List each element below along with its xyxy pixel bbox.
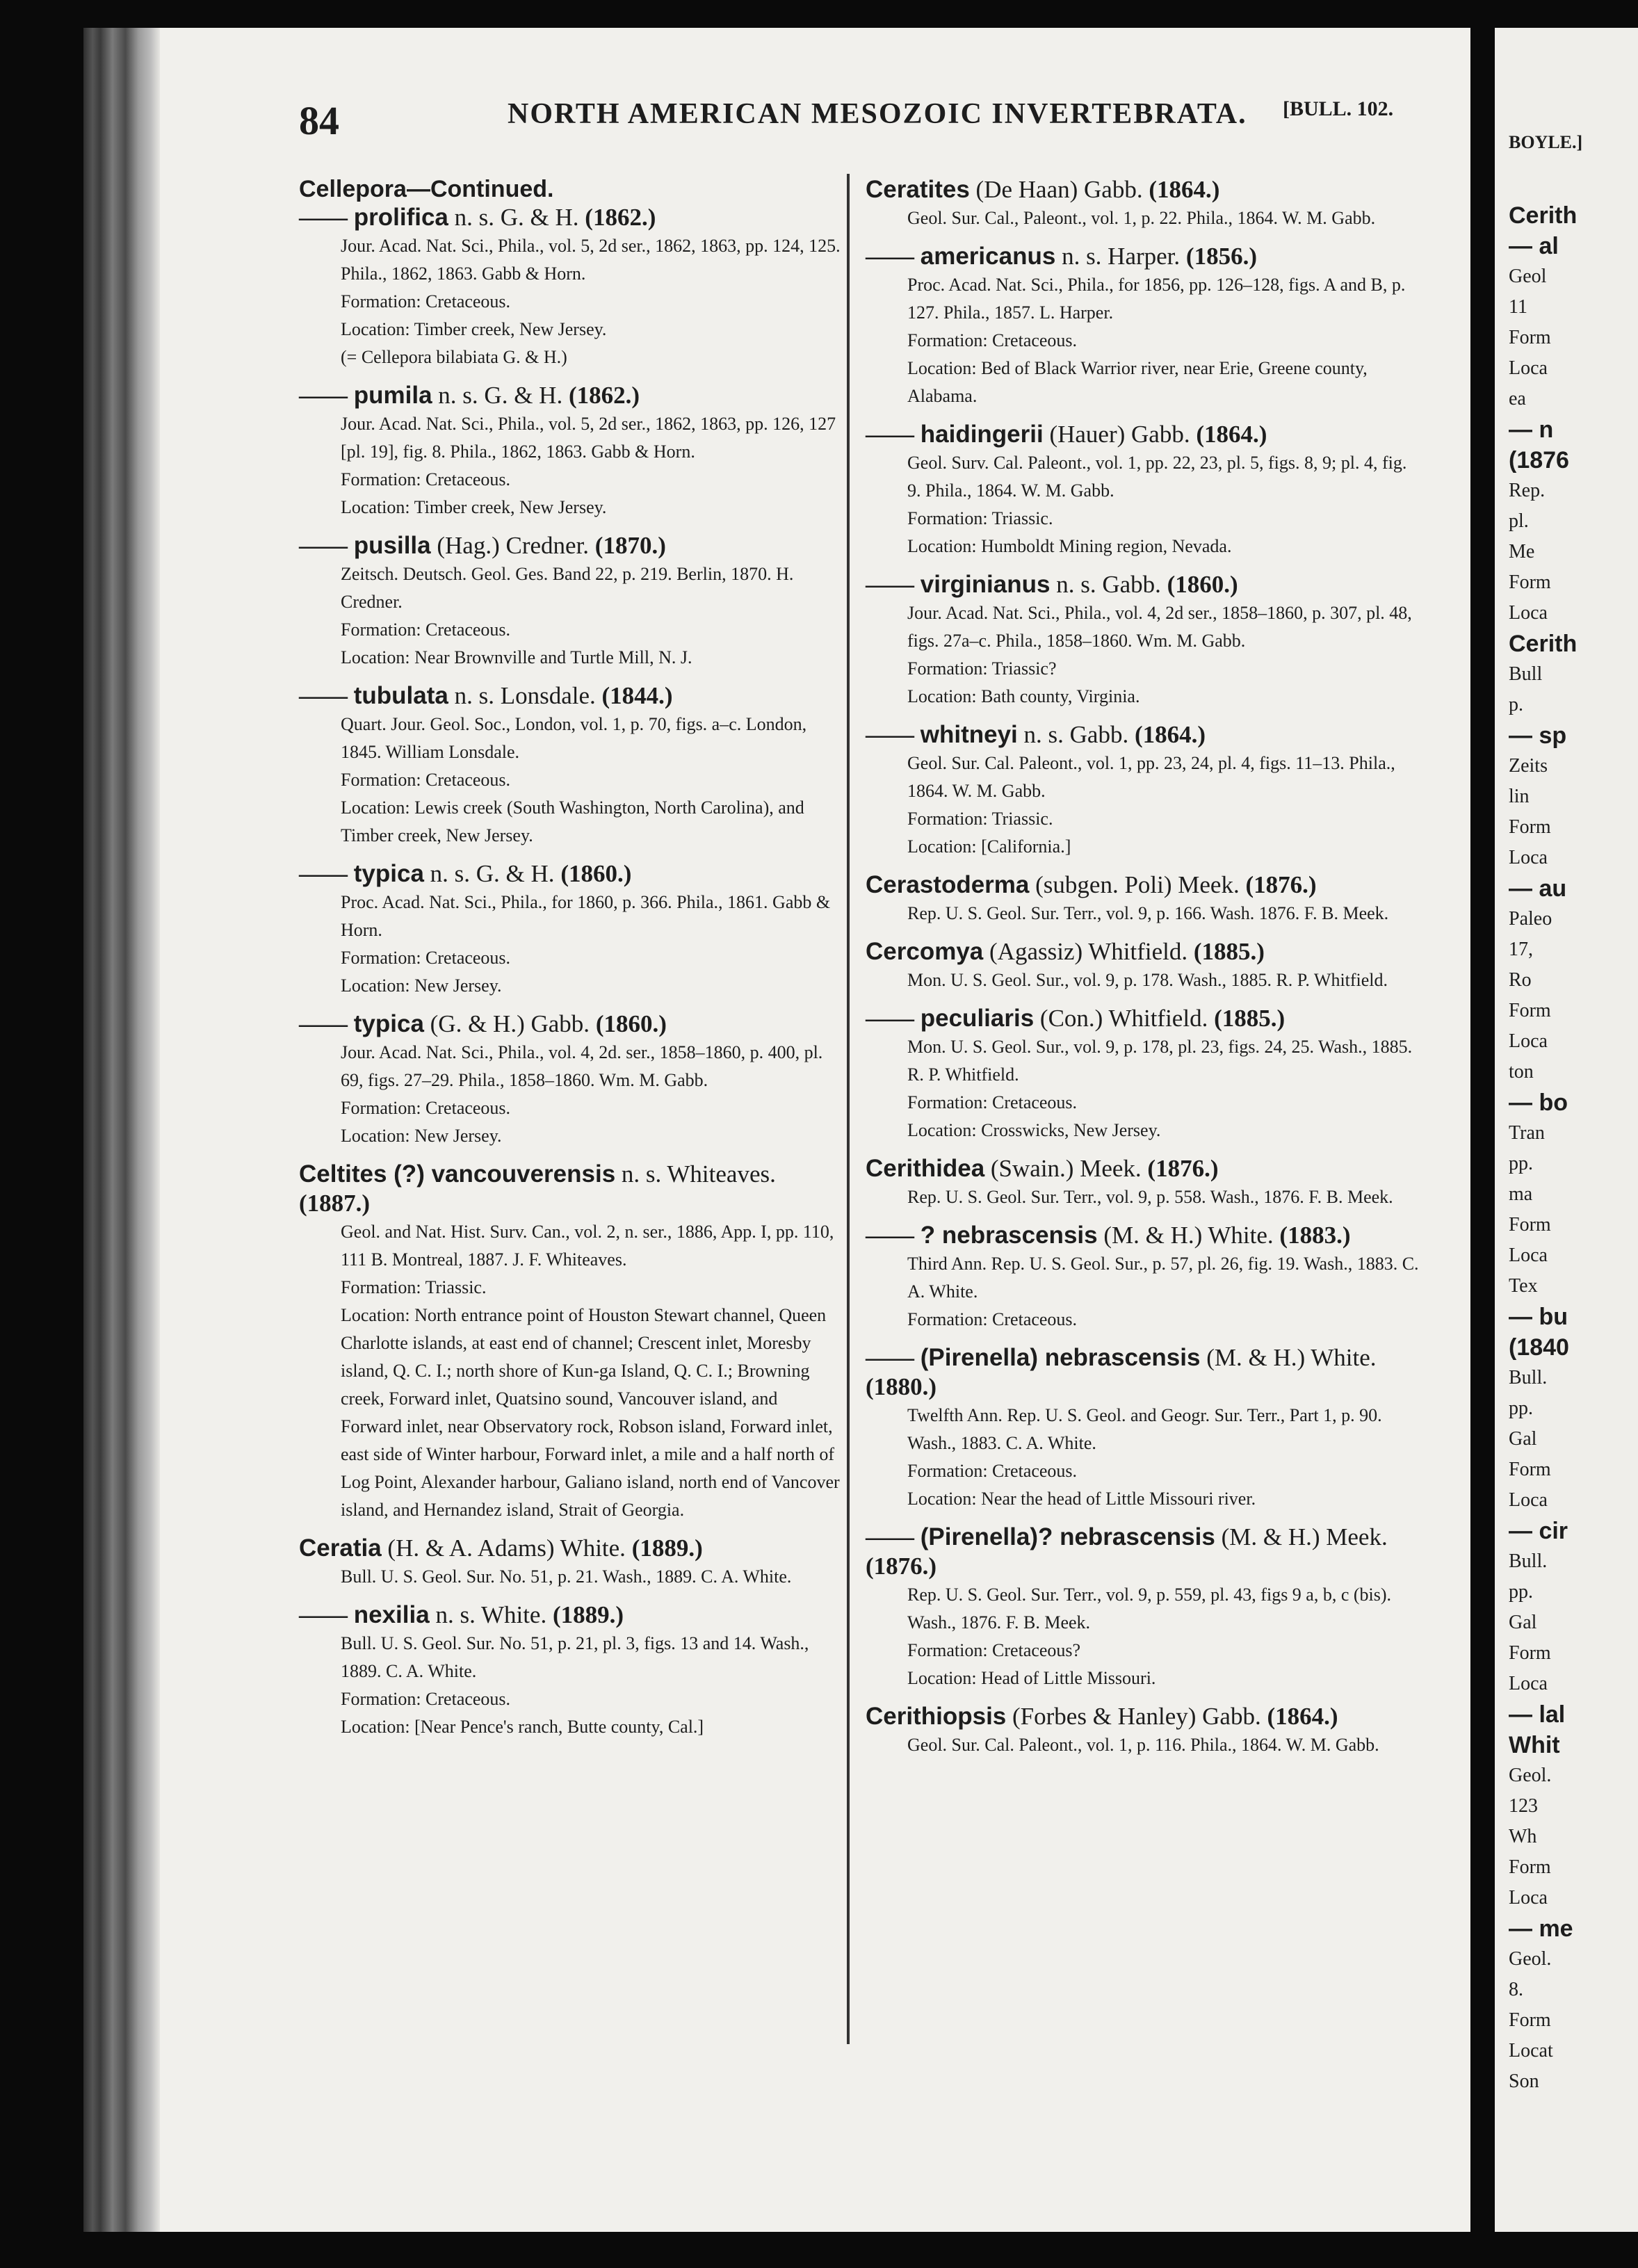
entry-year: (1862.) bbox=[585, 204, 656, 231]
facing-page-line: Loca bbox=[1509, 1030, 1548, 1052]
catalog-entry bbox=[866, 1154, 1422, 1211]
entry-body bbox=[907, 204, 1422, 232]
entry-line: Formation: Cretaceous. bbox=[341, 619, 511, 640]
facing-page-line: Son bbox=[1509, 2071, 1539, 2092]
facing-page-line: Loca bbox=[1509, 1673, 1548, 1694]
catalog-entry bbox=[866, 1343, 1422, 1513]
species-name: typica bbox=[353, 1010, 424, 1037]
facing-page-line: Wh bbox=[1509, 1826, 1537, 1847]
facing-page-line: Loca bbox=[1509, 357, 1548, 379]
entry-line: Location: Humboldt Mining region, Nevada. bbox=[907, 536, 1232, 556]
entry-line: Mon. U. S. Geol. Sur., vol. 9, p. 178, pl. 23, figs. 24, 25. Wash., 1885. R. P. Whitfield. bbox=[907, 1037, 1413, 1085]
facing-page-line: Bull. bbox=[1509, 1367, 1548, 1388]
facing-page-line: — bu bbox=[1509, 1304, 1568, 1330]
entry-year: (1876.) bbox=[1245, 871, 1317, 898]
entry-author: (M. & H.) White. bbox=[1206, 1344, 1377, 1371]
facing-page-line: pl. bbox=[1509, 510, 1529, 532]
facing-page-line: Gal bbox=[1509, 1428, 1537, 1450]
entry-line: Third Ann. Rep. U. S. Geol. Sur., p. 57, pl. 26, fig. 19. Wash., 1883. C. A. White. bbox=[907, 1254, 1419, 1302]
facing-page-line: Rep. bbox=[1509, 480, 1546, 501]
entry-author: n. s. Lonsdale. bbox=[454, 682, 596, 709]
catalog-entry bbox=[866, 1523, 1422, 1692]
entry-line: Jour. Acad. Nat. Sci., Phila., vol. 5, 2d ser., 1862, 1863, pp. 124, 125. Phila., 1862, 1863. Gabb & Horn. bbox=[341, 236, 841, 284]
entry-line: Geol. Sur. Cal. Paleont., vol. 1, p. 116. Phila., 1864. W. M. Gabb. bbox=[907, 1735, 1379, 1755]
facing-page-line: — al bbox=[1509, 233, 1559, 259]
species-name: typica bbox=[353, 860, 424, 887]
entry-author: (Forbes & Hanley) Gabb. bbox=[1012, 1703, 1261, 1730]
entry-body bbox=[341, 711, 841, 850]
facing-page-line: Whit bbox=[1509, 1732, 1560, 1758]
species-name: Cerithidea bbox=[866, 1155, 985, 1182]
facing-page-line: (1876 bbox=[1509, 447, 1569, 473]
entry-author: n. s. Harper. bbox=[1062, 243, 1181, 270]
entry-line: Geol. Sur. Cal. Paleont., vol. 1, pp. 23, 24, pl. 4, figs. 11–13. Phila., 1864. W. M. Gabb. bbox=[907, 753, 1395, 801]
entry-title bbox=[866, 720, 1422, 750]
facing-page-line: — lal bbox=[1509, 1701, 1566, 1728]
entry-year: (1889.) bbox=[552, 1601, 624, 1628]
facing-page-line: — au bbox=[1509, 875, 1567, 902]
entry-body bbox=[907, 1250, 1422, 1334]
entry-year: (1885.) bbox=[1193, 938, 1265, 965]
entry-author: n. s. G. & H. bbox=[430, 860, 555, 887]
entry-year: (1862.) bbox=[568, 382, 640, 409]
catalog-entry bbox=[866, 720, 1422, 861]
entry-body bbox=[341, 1218, 841, 1524]
column-divider bbox=[847, 174, 850, 2044]
facing-page-line: ma bbox=[1509, 1183, 1533, 1205]
entry-body bbox=[341, 1039, 841, 1150]
entry-author: (De Haan) Gabb. bbox=[975, 176, 1143, 203]
entry-line: Jour. Acad. Nat. Sci., Phila., vol. 4, 2d ser., 1858–1860, p. 307, pl. 48, figs. 27a–c. Phila., 1858–1860. Wm. M. Gabb. bbox=[907, 603, 1412, 651]
facing-page-line: — cir bbox=[1509, 1518, 1568, 1544]
catalog-entry bbox=[866, 570, 1422, 711]
catalog-entry bbox=[299, 381, 841, 521]
entry-body bbox=[907, 599, 1422, 711]
right-column bbox=[866, 175, 1422, 1769]
species-name: virginianus bbox=[920, 571, 1051, 598]
catalog-entry bbox=[299, 1601, 841, 1741]
facing-page-line: Loca bbox=[1509, 602, 1548, 624]
facing-page-line: Form bbox=[1509, 1642, 1551, 1664]
entry-year: (1889.) bbox=[631, 1534, 703, 1562]
entry-author: (Agassiz) Whitfield. bbox=[989, 938, 1188, 965]
facing-page-line: ton bbox=[1509, 1061, 1534, 1083]
facing-page-line: pp. bbox=[1509, 1398, 1533, 1419]
left-entry-list bbox=[299, 203, 841, 1741]
species-name: americanus bbox=[920, 243, 1056, 270]
entry-title bbox=[866, 420, 1422, 449]
facing-page-line: Bull bbox=[1509, 663, 1543, 685]
facing-page-line: Form bbox=[1509, 1856, 1551, 1878]
entry-year: (1885.) bbox=[1214, 1005, 1286, 1032]
species-name: ? nebrascensis bbox=[920, 1222, 1098, 1249]
entry-line: Location: Crosswicks, New Jersey. bbox=[907, 1120, 1161, 1140]
facing-page-line: 123 bbox=[1509, 1795, 1538, 1817]
entry-author: (Hag.) Credner. bbox=[437, 532, 590, 559]
entry-body bbox=[341, 560, 841, 672]
entry-title bbox=[299, 859, 841, 889]
species-name: Ceratia bbox=[299, 1534, 382, 1562]
species-name: tubulata bbox=[353, 682, 448, 709]
entry-title bbox=[299, 203, 841, 232]
catalog-entry bbox=[299, 1534, 841, 1591]
facing-page-line: Form bbox=[1509, 1459, 1551, 1480]
entry-year: (1864.) bbox=[1196, 421, 1267, 448]
entry-year: (1880.) bbox=[866, 1373, 937, 1400]
catalog-entry bbox=[299, 1160, 841, 1524]
facing-page-line: Form bbox=[1509, 1000, 1551, 1021]
entry-line: Rep. U. S. Geol. Sur. Terr., vol. 9, p. 166. Wash. 1876. F. B. Meek. bbox=[907, 903, 1389, 923]
entry-title bbox=[866, 1343, 1422, 1402]
entry-dash: —— bbox=[299, 1010, 348, 1037]
facing-page-line: Loca bbox=[1509, 1887, 1548, 1909]
facing-page-line: Ro bbox=[1509, 969, 1532, 991]
book-gutter bbox=[83, 28, 160, 2232]
entry-dash: —— bbox=[299, 682, 348, 709]
entry-year: (1870.) bbox=[594, 532, 666, 559]
entry-line: Formation: Cretaceous. bbox=[341, 770, 511, 790]
entry-line: Formation: Cretaceous. bbox=[907, 1092, 1078, 1112]
facing-page-line: — bo bbox=[1509, 1090, 1568, 1116]
entry-line: Formation: Cretaceous. bbox=[907, 1309, 1078, 1329]
entry-line: Formation: Triassic? bbox=[907, 658, 1057, 679]
catalog-entry bbox=[866, 1702, 1422, 1759]
facing-page-line: 8. bbox=[1509, 1979, 1523, 2000]
entry-dash: —— bbox=[866, 421, 914, 448]
facing-page-line: Geol. bbox=[1509, 1948, 1552, 1970]
facing-page-line: pp. bbox=[1509, 1153, 1533, 1174]
entry-line: Formation: Cretaceous. bbox=[341, 948, 511, 968]
entry-author: (H. & A. Adams) White. bbox=[387, 1534, 626, 1562]
entry-body bbox=[907, 750, 1422, 861]
entry-line: Location: Near Brownville and Turtle Mill, N. J. bbox=[341, 647, 692, 667]
entry-dash: —— bbox=[299, 1601, 348, 1628]
entry-author: (Con.) Whitfield. bbox=[1039, 1005, 1208, 1032]
entry-dash: —— bbox=[299, 860, 348, 887]
species-name: pumila bbox=[353, 382, 432, 409]
species-name: peculiaris bbox=[920, 1005, 1035, 1032]
entry-title bbox=[866, 1523, 1422, 1581]
entry-author: n. s. G. & H. bbox=[454, 204, 579, 231]
entry-line: Jour. Acad. Nat. Sci., Phila., vol. 4, 2d. ser., 1858–1860, p. 400, pl. 69, figs. 27–29. Phila., 1858–1860. Wm. M. Gabb. bbox=[341, 1042, 823, 1090]
facing-page-fragment bbox=[1495, 28, 1638, 2232]
facing-page-line: Form bbox=[1509, 1214, 1551, 1236]
entry-line: Formation: Cretaceous. bbox=[341, 291, 511, 311]
catalog-entry bbox=[866, 242, 1422, 410]
entry-author: n. s. G. & H. bbox=[438, 382, 563, 409]
facing-page-line: Cerith bbox=[1509, 202, 1578, 229]
entry-year: (1856.) bbox=[1185, 243, 1257, 270]
catalog-entry bbox=[299, 1010, 841, 1150]
entry-title bbox=[866, 1154, 1422, 1183]
entry-year: (1860.) bbox=[595, 1010, 667, 1037]
species-name: (Pirenella)? nebrascensis bbox=[920, 1523, 1215, 1550]
entry-title bbox=[299, 1010, 841, 1039]
entry-line: Jour. Acad. Nat. Sci., Phila., vol. 5, 2d ser., 1862, 1863, pp. 126, 127 [pl. 19], fig. 8. Phila., 1862, 1863. Gabb & Horn. bbox=[341, 414, 836, 462]
entry-year: (1860.) bbox=[560, 860, 632, 887]
entry-body bbox=[907, 1183, 1422, 1211]
entry-line: Location: Head of Little Missouri. bbox=[907, 1668, 1156, 1688]
entry-body bbox=[907, 966, 1422, 994]
entry-line: Formation: Triassic. bbox=[907, 809, 1053, 829]
entry-line: Formation: Triassic. bbox=[341, 1277, 487, 1297]
facing-page-line: ea bbox=[1509, 388, 1526, 410]
facing-page-line: Loca bbox=[1509, 1245, 1548, 1266]
species-name: Cerithiopsis bbox=[866, 1703, 1007, 1730]
catalog-entry bbox=[866, 1004, 1422, 1144]
entry-line: Location: Bath county, Virginia. bbox=[907, 686, 1140, 706]
entry-line: Bull. U. S. Geol. Sur. No. 51, p. 21. Wash., 1889. C. A. White. bbox=[341, 1566, 792, 1587]
facing-page-line: Gal bbox=[1509, 1612, 1537, 1633]
entry-line: Geol. and Nat. Hist. Surv. Can., vol. 2, n. ser., 1886, App. I, pp. 110, 111 B. Montreal, 1887. J. F. Whiteaves. bbox=[341, 1222, 834, 1270]
entry-dash: —— bbox=[299, 532, 348, 559]
facing-page-line: Bull. bbox=[1509, 1550, 1548, 1572]
entry-line: Rep. U. S. Geol. Sur. Terr., vol. 9, p. 559, pl. 43, figs 9 a, b, c (bis). Wash., 1876. F. B. Meek. bbox=[907, 1585, 1392, 1633]
entry-title bbox=[299, 531, 841, 560]
left-column bbox=[299, 175, 841, 1751]
facing-page-line: p. bbox=[1509, 694, 1523, 715]
facing-page-line: 17, bbox=[1509, 939, 1533, 960]
entry-title bbox=[866, 937, 1422, 966]
facing-page-line: — sp bbox=[1509, 722, 1567, 749]
entry-author: (subgen. Poli) Meek. bbox=[1035, 871, 1240, 898]
entry-author: (Swain.) Meek. bbox=[990, 1155, 1142, 1182]
entry-title bbox=[299, 1601, 841, 1630]
entry-body bbox=[341, 1563, 841, 1591]
catalog-entry bbox=[866, 1221, 1422, 1334]
entry-author: n. s. White. bbox=[435, 1601, 547, 1628]
entry-line: Bull. U. S. Geol. Sur. No. 51, p. 21, pl. 3, figs. 13 and 14. Wash., 1889. C. A. White. bbox=[341, 1633, 809, 1681]
species-name: nexilia bbox=[353, 1601, 430, 1628]
entry-body bbox=[907, 900, 1422, 928]
species-name: prolifica bbox=[353, 204, 448, 231]
catalog-entry bbox=[866, 175, 1422, 232]
entry-line: Geol. Surv. Cal. Paleont., vol. 1, pp. 22, 23, pl. 5, figs. 8, 9; pl. 4, fig. 9. Phila., 1864. W. M. Gabb. bbox=[907, 453, 1407, 501]
entry-year: (1883.) bbox=[1279, 1222, 1351, 1249]
entry-dash: —— bbox=[866, 243, 914, 270]
entry-line: Location: New Jersey. bbox=[341, 975, 502, 996]
facing-page-line: Paleo bbox=[1509, 908, 1552, 930]
facing-page-line: Form bbox=[1509, 327, 1551, 348]
facing-page-line: Tran bbox=[1509, 1122, 1545, 1144]
species-name: Cercomya bbox=[866, 938, 984, 965]
facing-page-line: Loca bbox=[1509, 847, 1548, 868]
facing-page-line: (1840 bbox=[1509, 1334, 1569, 1361]
entry-title bbox=[866, 175, 1422, 204]
entry-title bbox=[299, 681, 841, 711]
entry-body bbox=[341, 1630, 841, 1741]
page-number: 84 bbox=[299, 98, 339, 143]
entry-dash: —— bbox=[866, 1005, 914, 1032]
entry-title bbox=[866, 242, 1422, 271]
entry-line: Zeitsch. Deutsch. Geol. Ges. Band 22, p. 219. Berlin, 1870. H. Credner. bbox=[341, 564, 794, 612]
facing-page-line: Locat bbox=[1509, 2040, 1553, 2062]
entry-line: (= Cellepora bilabiata G. & H.) bbox=[341, 347, 567, 367]
entry-title bbox=[866, 870, 1422, 900]
entry-line: Location: New Jersey. bbox=[341, 1126, 502, 1146]
entry-dash: —— bbox=[866, 1523, 914, 1550]
entry-title bbox=[299, 1534, 841, 1563]
right-entry-list bbox=[866, 175, 1422, 1759]
catalog-entry bbox=[299, 203, 841, 371]
entry-dash: —— bbox=[866, 721, 914, 748]
entry-year: (1844.) bbox=[601, 682, 673, 709]
species-name: Cerastoderma bbox=[866, 871, 1030, 898]
facing-page-line: Tex bbox=[1509, 1275, 1538, 1297]
running-title: NORTH AMERICAN MESOZOIC INVERTEBRATA. bbox=[508, 98, 1247, 130]
facing-page-line: Form bbox=[1509, 816, 1551, 838]
species-name: pusilla bbox=[353, 532, 431, 559]
entry-author: n. s. Whiteaves. bbox=[621, 1160, 776, 1188]
entry-line: Formation: Cretaceous. bbox=[907, 330, 1078, 350]
entry-title bbox=[299, 1160, 841, 1218]
entry-body bbox=[907, 1033, 1422, 1144]
entry-body bbox=[907, 1731, 1422, 1759]
entry-line: Location: Near the head of Little Missouri river. bbox=[907, 1489, 1256, 1509]
entry-dash: —— bbox=[299, 382, 348, 409]
entry-title bbox=[299, 381, 841, 410]
entry-title bbox=[866, 1221, 1422, 1250]
entry-author: n. s. Gabb. bbox=[1056, 571, 1161, 598]
entry-line: Formation: Cretaceous? bbox=[907, 1640, 1081, 1660]
entry-line: Location: [Near Pence's ranch, Butte county, Cal.] bbox=[341, 1717, 704, 1737]
entry-dash: —— bbox=[299, 204, 348, 231]
entry-line: Formation: Cretaceous. bbox=[341, 1098, 511, 1118]
entry-line: Mon. U. S. Geol. Sur., vol. 9, p. 178. Wash., 1885. R. P. Whitfield. bbox=[907, 970, 1388, 990]
entry-body bbox=[341, 889, 841, 1000]
entry-body bbox=[907, 449, 1422, 560]
entry-title bbox=[866, 570, 1422, 599]
catalog-entry bbox=[299, 531, 841, 672]
genus-continued-heading: Cellepora—Continued. bbox=[299, 176, 554, 202]
entry-line: Location: Timber creek, New Jersey. bbox=[341, 497, 607, 517]
facing-page-line: Form bbox=[1509, 572, 1551, 593]
entry-line: Location: North entrance point of Houston Stewart channel, Queen Charlotte islands, at east end of channel; Crescent inlet, Moresby island, Q. C. I.; north shore of Kun-ga Island, Q. C. I.; Browning creek, Forward inlet, Quatsino sound, Vancouver island, and Forward inlet, near Observatory rock, Robson island, Forward inlet, east side of Winter harbour, Forward inlet, a mile and a half north of Log Point, Alexander harbour, Galiano island, north end of Vancover island, and Hernandez island, Strait of Georgia. bbox=[341, 1305, 840, 1520]
facing-page-header: BOYLE.] bbox=[1509, 132, 1583, 152]
entry-line: Twelfth Ann. Rep. U. S. Geol. and Geogr. Sur. Terr., Part 1, p. 90. Wash., 1883. C. A. White. bbox=[907, 1405, 1382, 1453]
entry-line: Formation: Cretaceous. bbox=[341, 469, 511, 489]
entry-line: Formation: Cretaceous. bbox=[341, 1689, 511, 1709]
entry-year: (1860.) bbox=[1167, 571, 1238, 598]
entry-line: Rep. U. S. Geol. Sur. Terr., vol. 9, p. 558. Wash., 1876. F. B. Meek. bbox=[907, 1187, 1393, 1207]
facing-page-line: Form bbox=[1509, 2009, 1551, 2031]
entry-line: Formation: Triassic. bbox=[907, 508, 1053, 528]
species-name: (Pirenella) nebrascensis bbox=[920, 1344, 1201, 1371]
entry-author: (M. & H.) Meek. bbox=[1221, 1523, 1388, 1550]
entry-year: (1876.) bbox=[866, 1553, 937, 1580]
facing-page-line: pp. bbox=[1509, 1581, 1533, 1603]
species-name: Celtites (?) vancouverensis bbox=[299, 1160, 616, 1188]
entry-body bbox=[341, 232, 841, 371]
entry-title bbox=[866, 1702, 1422, 1731]
bulletin-reference: [BULL. 102. bbox=[1283, 97, 1394, 120]
entry-line: Formation: Cretaceous. bbox=[907, 1461, 1078, 1481]
entry-year: (1864.) bbox=[1134, 721, 1206, 748]
facing-page-line: Me bbox=[1509, 541, 1535, 562]
entry-line: Proc. Acad. Nat. Sci., Phila., for 1856, pp. 126–128, figs. A and B, p. 127. Phila., 1857. L. Harper. bbox=[907, 275, 1406, 323]
entry-line: Location: Bed of Black Warrior river, near Erie, Greene county, Alabama. bbox=[907, 358, 1368, 406]
catalog-entry bbox=[299, 859, 841, 1000]
species-name: Ceratites bbox=[866, 176, 970, 203]
entry-body bbox=[907, 271, 1422, 410]
entry-body bbox=[907, 1402, 1422, 1513]
facing-page-line: 11 bbox=[1509, 296, 1527, 318]
facing-page-line: lin bbox=[1509, 786, 1530, 807]
entry-title bbox=[866, 1004, 1422, 1033]
entry-body bbox=[907, 1581, 1422, 1692]
catalog-entry bbox=[299, 681, 841, 850]
entry-line: Location: Lewis creek (South Washington, North Carolina), and Timber creek, New Jersey. bbox=[341, 797, 804, 845]
entry-author: (M. & H.) White. bbox=[1103, 1222, 1274, 1249]
facing-page-line: Geol bbox=[1509, 266, 1547, 287]
entry-author: (Hauer) Gabb. bbox=[1049, 421, 1190, 448]
entry-year: (1864.) bbox=[1149, 176, 1220, 203]
catalog-entry bbox=[866, 870, 1422, 928]
catalog-entry bbox=[866, 937, 1422, 994]
facing-page-line: Loca bbox=[1509, 1489, 1548, 1511]
entry-line: Geol. Sur. Cal., Paleont., vol. 1, p. 22. Phila., 1864. W. M. Gabb. bbox=[907, 208, 1376, 228]
entry-year: (1864.) bbox=[1267, 1703, 1338, 1730]
catalog-entry bbox=[866, 420, 1422, 560]
entry-dash: —— bbox=[866, 1344, 914, 1371]
entry-line: Location: Timber creek, New Jersey. bbox=[341, 319, 607, 339]
entry-year: (1876.) bbox=[1147, 1155, 1219, 1182]
entry-line: Proc. Acad. Nat. Sci., Phila., for 1860, p. 366. Phila., 1861. Gabb & Horn. bbox=[341, 892, 831, 940]
facing-page-line: — me bbox=[1509, 1915, 1573, 1942]
entry-line: Quart. Jour. Geol. Soc., London, vol. 1, p. 70, figs. a–c. London, 1845. William Lonsdale. bbox=[341, 714, 807, 762]
entry-dash: —— bbox=[866, 1222, 914, 1249]
entry-dash: —— bbox=[866, 571, 914, 598]
facing-page-line: — n bbox=[1509, 416, 1554, 443]
species-name: haidingerii bbox=[920, 421, 1044, 448]
entry-body bbox=[341, 410, 841, 521]
species-name: whitneyi bbox=[920, 721, 1018, 748]
entry-author: n. s. Gabb. bbox=[1023, 721, 1129, 748]
entry-author: (G. & H.) Gabb. bbox=[430, 1010, 590, 1037]
facing-page-line: Geol. bbox=[1509, 1765, 1552, 1786]
facing-page-line: Cerith bbox=[1509, 631, 1578, 657]
entry-line: Location: [California.] bbox=[907, 836, 1071, 857]
facing-page-line: Zeits bbox=[1509, 755, 1548, 777]
entry-year: (1887.) bbox=[299, 1190, 371, 1217]
